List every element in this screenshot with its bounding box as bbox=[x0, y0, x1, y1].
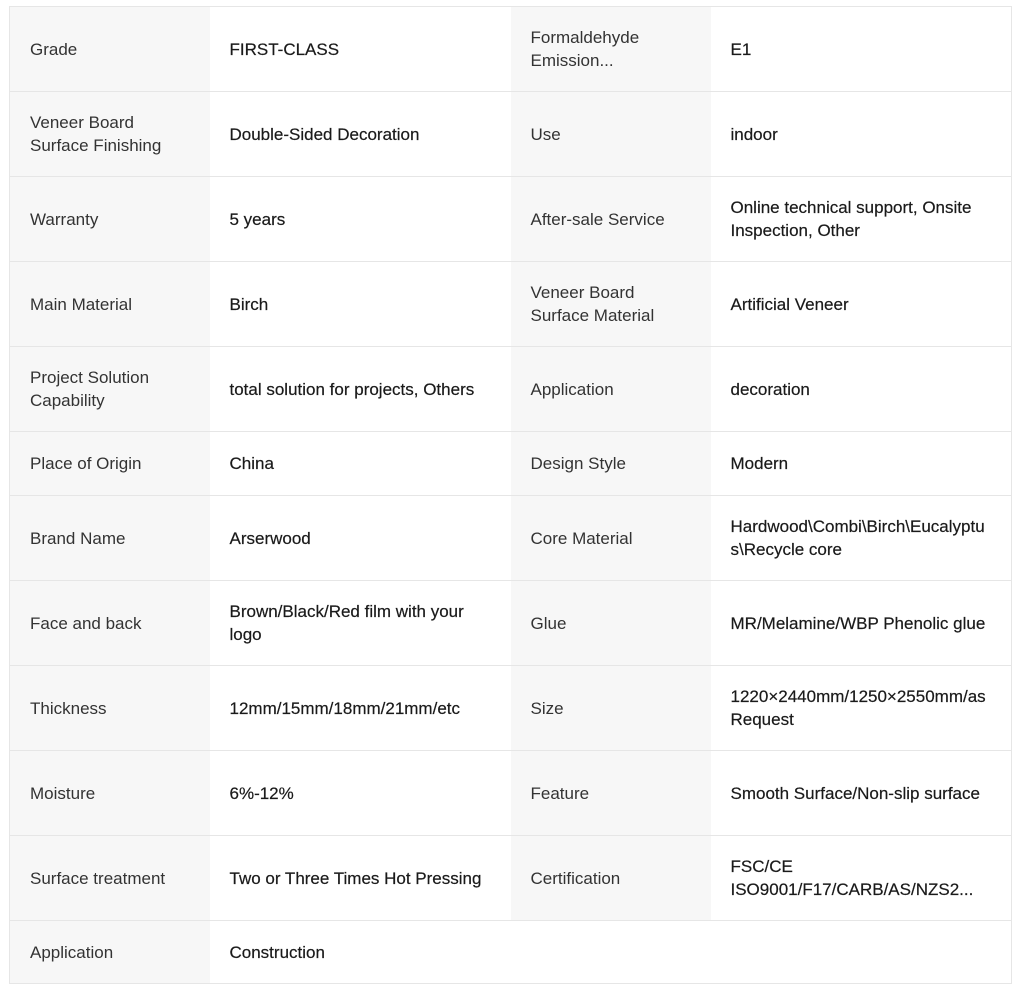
table-row bbox=[10, 262, 1012, 347]
table-row bbox=[10, 432, 1012, 496]
spec-label: Face and back bbox=[10, 581, 210, 666]
spec-value: Birch bbox=[210, 262, 511, 347]
spec-label: After-sale Service bbox=[511, 177, 711, 262]
spec-value: Two or Three Times Hot Pressing bbox=[210, 836, 511, 921]
table-row bbox=[10, 836, 1012, 921]
spec-value: 6%-12% bbox=[210, 751, 511, 836]
spec-value: indoor bbox=[711, 92, 1012, 177]
spec-value: decoration bbox=[711, 347, 1012, 432]
spec-value: 5 years bbox=[210, 177, 511, 262]
table-row bbox=[10, 347, 1012, 432]
spec-label: Application bbox=[511, 347, 711, 432]
spec-value: Double-Sided Decoration bbox=[210, 92, 511, 177]
spec-label: Size bbox=[511, 666, 711, 751]
table-row bbox=[10, 7, 1012, 92]
empty-cell bbox=[511, 921, 711, 984]
spec-value: MR/Melamine/WBP Phenolic glue bbox=[711, 581, 1012, 666]
spec-label: Feature bbox=[511, 751, 711, 836]
spec-label: Warranty bbox=[10, 177, 210, 262]
spec-value: Arserwood bbox=[210, 496, 511, 581]
table-row bbox=[10, 751, 1012, 836]
table-row bbox=[10, 581, 1012, 666]
spec-label: Surface treatment bbox=[10, 836, 210, 921]
spec-value-text: FSC/CE ISO9001/F17/CARB/AS/NZS2... bbox=[730, 857, 974, 899]
spec-value: Artificial Veneer bbox=[711, 262, 1012, 347]
spec-value: Construction bbox=[210, 921, 511, 984]
table-row bbox=[10, 666, 1012, 751]
spec-label: Design Style bbox=[511, 432, 711, 496]
table-row bbox=[10, 921, 1012, 984]
spec-label: Veneer Board Surface Finishing bbox=[10, 92, 210, 177]
spec-label: Application bbox=[10, 921, 210, 984]
spec-label: Glue bbox=[511, 581, 711, 666]
spec-label: Main Material bbox=[10, 262, 210, 347]
spec-label: Thickness bbox=[10, 666, 210, 751]
spec-label: Moisture bbox=[10, 751, 210, 836]
spec-label: Grade bbox=[10, 7, 210, 92]
table-row bbox=[10, 496, 1012, 581]
table-row bbox=[10, 177, 1012, 262]
empty-cell bbox=[711, 921, 1012, 984]
spec-value: Online technical support, Onsite Inspection, Other bbox=[711, 177, 1012, 262]
product-spec-table bbox=[9, 6, 1012, 984]
spec-value: China bbox=[210, 432, 511, 496]
spec-label: Core Material bbox=[511, 496, 711, 581]
spec-label-text: Formaldehyde Emission... bbox=[530, 28, 640, 70]
spec-value: E1 bbox=[711, 7, 1012, 92]
spec-value: Hardwood\Combi\Birch\Eucalyptus\Recycle core bbox=[711, 496, 1012, 581]
spec-label: Place of Origin bbox=[10, 432, 210, 496]
spec-value: Modern bbox=[711, 432, 1012, 496]
spec-label: Use bbox=[511, 92, 711, 177]
spec-label: Certification bbox=[511, 836, 711, 921]
spec-value: FIRST-CLASS bbox=[210, 7, 511, 92]
spec-label: Project Solution Capability bbox=[10, 347, 210, 432]
spec-label: Veneer Board Surface Material bbox=[511, 262, 711, 347]
table-row bbox=[10, 92, 1012, 177]
spec-value: Smooth Surface/Non-slip surface bbox=[711, 751, 1012, 836]
spec-value: 1220×2440mm/1250×2550mm/as Request bbox=[711, 666, 1012, 751]
spec-value: total solution for projects, Others bbox=[210, 347, 511, 432]
spec-value bbox=[711, 836, 1012, 921]
spec-value: 12mm/15mm/18mm/21mm/etc bbox=[210, 666, 511, 751]
spec-value: Brown/Black/Red film with your logo bbox=[210, 581, 511, 666]
spec-label bbox=[511, 7, 711, 92]
spec-label: Brand Name bbox=[10, 496, 210, 581]
